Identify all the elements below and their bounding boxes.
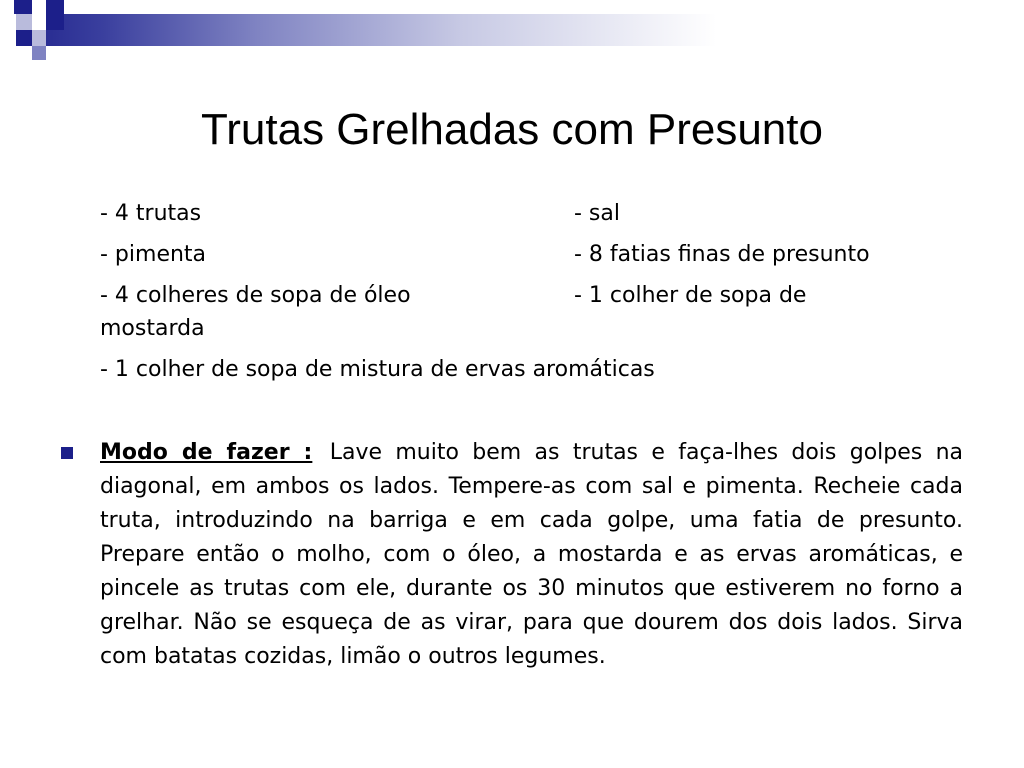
ingredient-item: - sal (574, 201, 620, 226)
ingredient-item: - 1 colher de sopa de mistura de ervas aromáticas (100, 357, 655, 382)
header-decor-square (0, 14, 16, 46)
ingredient-item: - 8 fatias finas de presunto (574, 242, 870, 267)
header-decor-square (16, 30, 32, 46)
ingredient-item: - 4 colheres de sopa de óleo (100, 283, 411, 308)
header-decor-square (32, 14, 46, 30)
ingredient-item: - pimenta (100, 242, 207, 267)
slide-title: Trutas Grelhadas com Presunto (201, 105, 823, 154)
ingredient-item: - 4 trutas (100, 201, 202, 226)
header-decor-square (32, 46, 46, 60)
bullet-square-icon (61, 447, 73, 459)
header-decor-square (46, 0, 64, 14)
method-text: Lave muito bem as trutas e faça-lhes dois golpes na diagonal, em ambos os lados. Tempere-as com sal e pimenta. Recheie cada truta, introduzindo na barriga e em cada golpe, uma fatia de presunto. Prepare então o molho, com o óleo, a mostarda e as ervas aromáticas, e pincele as trutas com ele, durante os 30 minutos que estiverem no forno a grelhar. Não se esqueça de as virar, para que dourem dos dois lados. Sirva com batatas cozidas, limão o outros legumes. (100, 440, 963, 669)
ingredient-item: - 1 colher de sopa de (574, 283, 807, 308)
header-decor-square (46, 14, 64, 30)
method-paragraph (100, 436, 963, 674)
header-decor-square (64, 0, 78, 14)
header-decor-square (32, 30, 46, 46)
ingredient-item-wrap: mostarda (100, 316, 205, 341)
header-decor-square (14, 0, 32, 14)
header-decor-square (16, 14, 32, 30)
method-label: Modo de fazer : (100, 440, 313, 465)
header-gradient-bar (0, 14, 1024, 46)
